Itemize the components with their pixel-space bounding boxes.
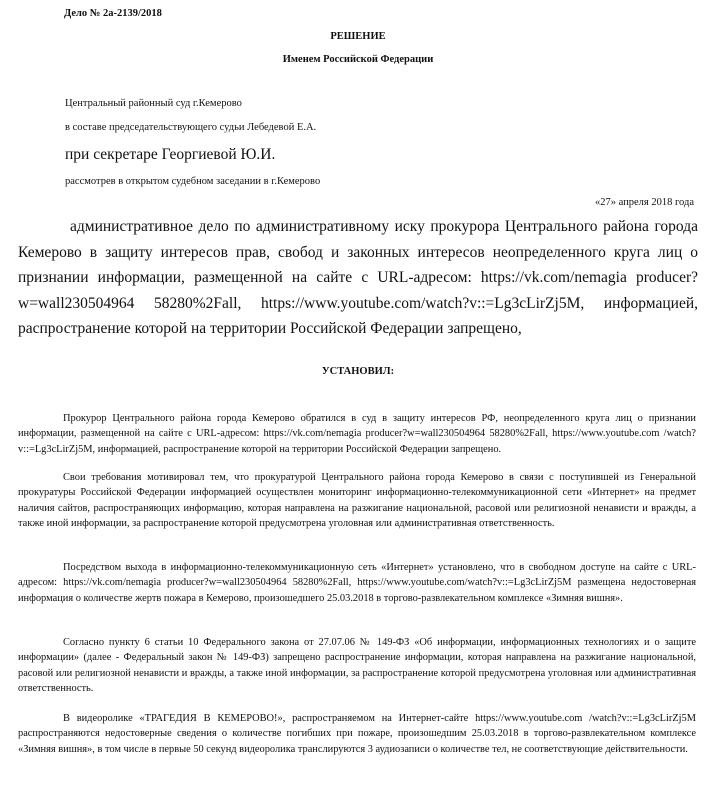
section-heading: УСТАНОВИЛ: <box>321 366 395 377</box>
body-paragraph: Свои требования мотивировал тем, что прокуратурой Центрального района города Кемерово в связи с поступившей из Генеральной прокуратуры Российской Федерации информацией осуществлен мониторинг информационно-телекоммуникационной сети «Интернет» на предмет наличия сайтов, распространяющих информацию, которая направлена на разжигание национальной, расовой или религиозной ненависти и вражды, а также иной информации, за распространение которой предусмотрена уголовная или административная ответственность. <box>18 472 696 529</box>
case-number: Дело № 2а-2139/2018 <box>64 8 162 19</box>
secretary-line: при секретаре Георгиевой Ю.И. <box>65 146 276 163</box>
considered-line: рассмотрев в открытом судебном заседании в г.Кемерово <box>65 176 321 187</box>
court-name: Центральный районный суд г.Кемерово <box>65 98 242 109</box>
document-subtitle: Именем Российской Федерации <box>282 54 434 65</box>
body-paragraph: Прокурор Центрального района города Кемерово обратился в суд в защиту интересов РФ, неопределенного круга лиц о признании информации, размещенной на сайте с URL-адресом: https://vk.com/nemagia producer?w=wall230504964 58280%2Fall, https://www.youtube.com /watch?v::=Lg3cLirZj5M, информацией, распространение которой на территории Российской Федерации запрещено. <box>18 413 696 455</box>
decision-date: «27» апреля 2018 года <box>595 197 694 208</box>
body-paragraph: В видеоролике «ТРАГЕДИЯ В КЕМЕРОВО!», распространяемом на Интернет-сайте https://www.youtube.com /watch?v::=Lg3cLirZj5M распространяются недостоверные сведения о количестве погибших при пожаре, произошедшим 25.03.2018 в торгово-развлекательном комплексе «Зимняя вишня», в том числе в первые 50 секунд видеоролика транслируются 3 аудиозаписи о количестве тел, не соответствующие действительности. <box>18 713 696 755</box>
document-title: РЕШЕНИЕ <box>330 31 386 42</box>
matter-paragraph: административное дело по административному иску прокурора Центрального района города Кемерово в защиту интересов прав, свобод и законных интересов неопределенного круга лиц о признании информации, размещенной на сайте с URL-адресом: https://vk.com/nemagia producer?w=wall230504964 58280%2Fall, https://www.youtube.com/watch?v::=Lg3cLirZj5M, информацией, распространение которой на территории Российской Федерации запрещено, <box>18 218 698 337</box>
judge-line: в составе председательствующего судьи Лебедевой Е.А. <box>65 122 317 133</box>
body-paragraph: Посредством выхода в информационно-телекоммуникационную сеть «Интернет» установлено, что в свободном доступе на сайте с URL-адресом: https://vk.com/nemagia producer?w=wall230504964 58280%2Fall, https://www.youtube.com/watch?v::=Lg3cLirZj5M размещена недостоверная информация о количестве жертв пожара в Кемерово, произошедшего 25.03.2018 в торгово-развлекательном комплексе «Зимняя вишня». <box>18 562 696 604</box>
body-paragraph: Согласно пункту 6 статьи 10 Федерального закона от 27.07.06 № 149-ФЗ «Об информации, информационных технологиях и о защите информации» (далее - Федеральный закон № 149-ФЗ) запрещено распространение информации, которая направлена на разжигание национальной, расовой или религиозной ненависти и вражды, а также иной информации, за распространение которой предусмотрена уголовная или административная ответственность. <box>18 637 696 694</box>
